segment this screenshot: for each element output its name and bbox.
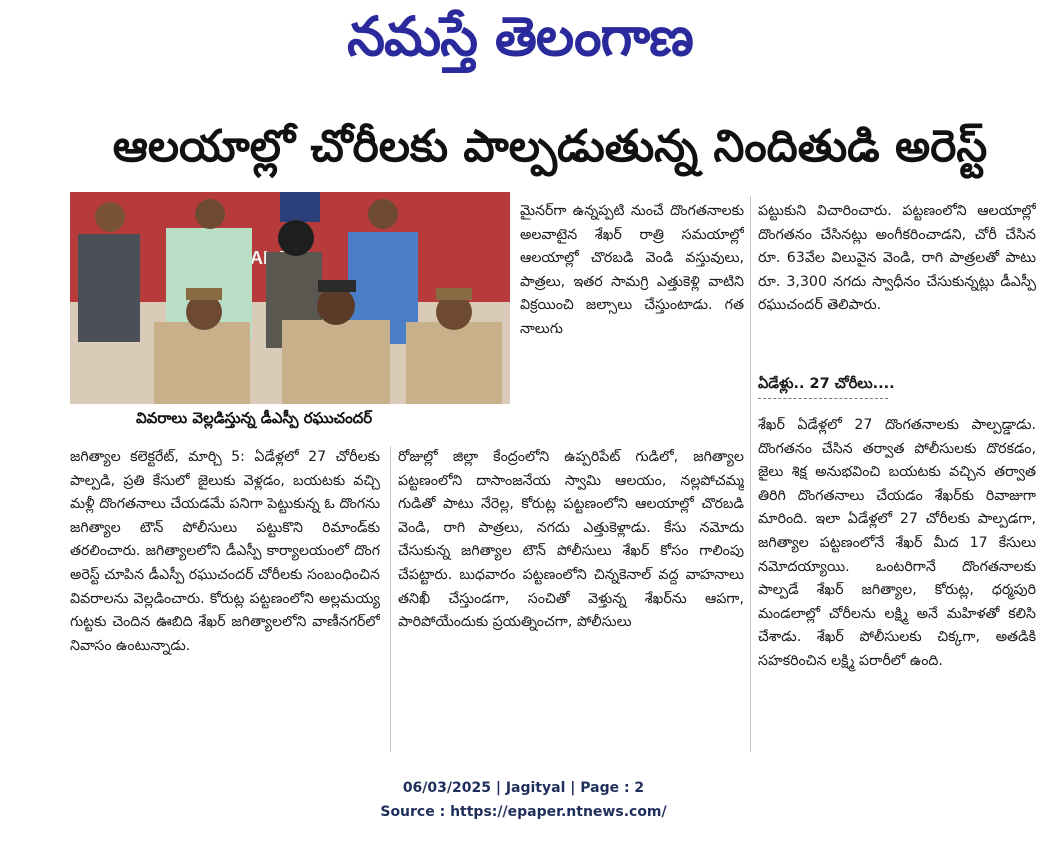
article-paragraph: శేఖర్ ఏడేళ్లలో 27 దొంగతనాలకు పాల్పడ్డాడు. దొంగతనం చేసిన తర్వాత పోలీసులకు దొరకడం, జైలు శిక్ష అనుభవించి బయటకు వచ్చిన తర్వాత తిరిగి దొంగతనాలు చేయడం శేఖర్‌కు రివాజుగా మారింది. ఇలా ఏడేళ్లలో 27 చోరీలకు పాల్పడగా, జగిత్యాల పట్టణంలోనే శేఖర్ మీద 17 కేసులు నమోదయ్యాయి. ఒంటరిగానే దొంగతనాలకు పాల్పడే శేఖర్ జగిత్యాల, కోరుట్ల, ధర్మపురి మండలాల్లో చోరీలను లక్ష్మి అనే మహిళతో కలిసి చేశాడు. శేఖర్ పోలీసులకు చిక్కగా, అతడికి సహకరించిన లక్ష్మి పరారీలో ఉంది.: [758, 417, 1036, 669]
photo-illustration: [70, 192, 510, 404]
banner-text: AL: [250, 248, 274, 268]
article-column-2-top: [520, 200, 744, 445]
headline: ఆలయాల్లో చోరీలకు పాల్పడుతున్న నిందితుడి అరెస్ట్: [112, 121, 988, 172]
article-paragraph: మైనర్‌గా ఉన్నప్పటి నుంచే దొంగతనాలకు అలవాటైన శేఖర్ రాత్రి సమయాల్లో ఆలయాల్లో చొరబడి వెండి వస్తువులు, పాత్రలు, ఇతర సామగ్రి ఎత్తుకెళ్లి వాటిని విక్రయించి జల్సాలు చేస్తుంటాడు. గత నాలుగు: [520, 203, 744, 337]
article-column-3: [758, 200, 1036, 368]
column-divider: [750, 196, 751, 752]
photo-caption: వివరాలు వెల్లడిస్తున్న డీఎస్పీ రఘుచందర్: [136, 409, 373, 427]
footer-dateline: 06/03/2025 | Jagityal | Page : 2: [402, 780, 645, 796]
article-paragraph: రోజుల్లో జిల్లా కేంద్రంలోని ఉప్పరిపేట్ గుడిలో, జగిత్యాల పట్టణంలోని దాసాంజనేయ స్వామి ఆలయం, నల్లపోచమ్మ గుడితో పాటు నేరెల్ల, కోరుట్ల పట్టణంలోని ఆలయాల్లో చొరబడి వెండి, రాగి పాత్రలు, నగదు ఎత్తుకెళ్లాడు. కేసు నమోదు చేసుకున్న జగిత్యాల టౌన్ పోలీసులు శేఖర్ కోసం గాలింపు చేపట్టారు. బుధవారం పట్టణంలోని చిన్నకెనాల్ వద్ద వాహనాలు తనిఖీ చేస్తుండగా, సంచితో వెళ్తున్న శేఖర్‌ను ఆపగా, పారిపోయేందుకు ప్రయత్నించగా, పోలీసులు: [398, 449, 744, 631]
column-divider: [390, 446, 391, 752]
article-column-1: [70, 446, 380, 752]
article-paragraph: జగిత్యాల కలెక్టరేట్, మార్చి 5: ఏడేళ్లలో 27 చోరీలకు పాల్పడి, ప్రతి కేసులో జైలుకు వెళ్లడం, బయటకు వచ్చి మళ్లీ దొంగతనాలు చేయడమే పనిగా పెట్టుకున్న ఓ దొంగను జగిత్యాల టౌన్ పోలీసులు పట్టుకొని రిమాండ్‌కు తరలించారు. జగిత్యాలలోని డీఎస్పీ కార్యాలయంలో దొంగ అరెస్ట్ చూపిన డీఎస్పీ రఘుచందర్ చోరీలకు సంబంధించిన వివరాలను వెల్లడించారు. కోరుట్ల పట్టణంలోని అల్లమయ్య గుట్టకు చెందిన ఊబిది శేఖర్ జగిత్యాలలోని వాణీనగర్‌లో నివాసం ఉంటున్నాడు.: [70, 449, 380, 654]
article-column-3-continued: [758, 414, 1036, 752]
footer-source: Source : https://epaper.ntnews.com/: [380, 804, 667, 820]
article-paragraph: పట్టుకుని విచారించారు. పట్టణంలోని ఆలయాల్లో దొంగతనం చేసినట్లు అంగీకరించాడని, చోరీ చేసిన రూ. 63వేల విలువైన వెండి, రాగి పాత్రలతో పాటు రూ. 3,300 నగదు స్వాధీనం చేసుకున్నట్లు డీఎస్పీ రఘుచందర్ తెలిపారు.: [758, 203, 1036, 314]
sub-heading-rule: [758, 398, 888, 399]
article-column-2: [398, 446, 744, 752]
sub-heading: ఏడేళ్లు.. 27 చోరీలు....: [758, 376, 895, 392]
news-photo: [70, 192, 510, 404]
masthead: నమస్తే తెలంగాణ: [347, 5, 693, 68]
